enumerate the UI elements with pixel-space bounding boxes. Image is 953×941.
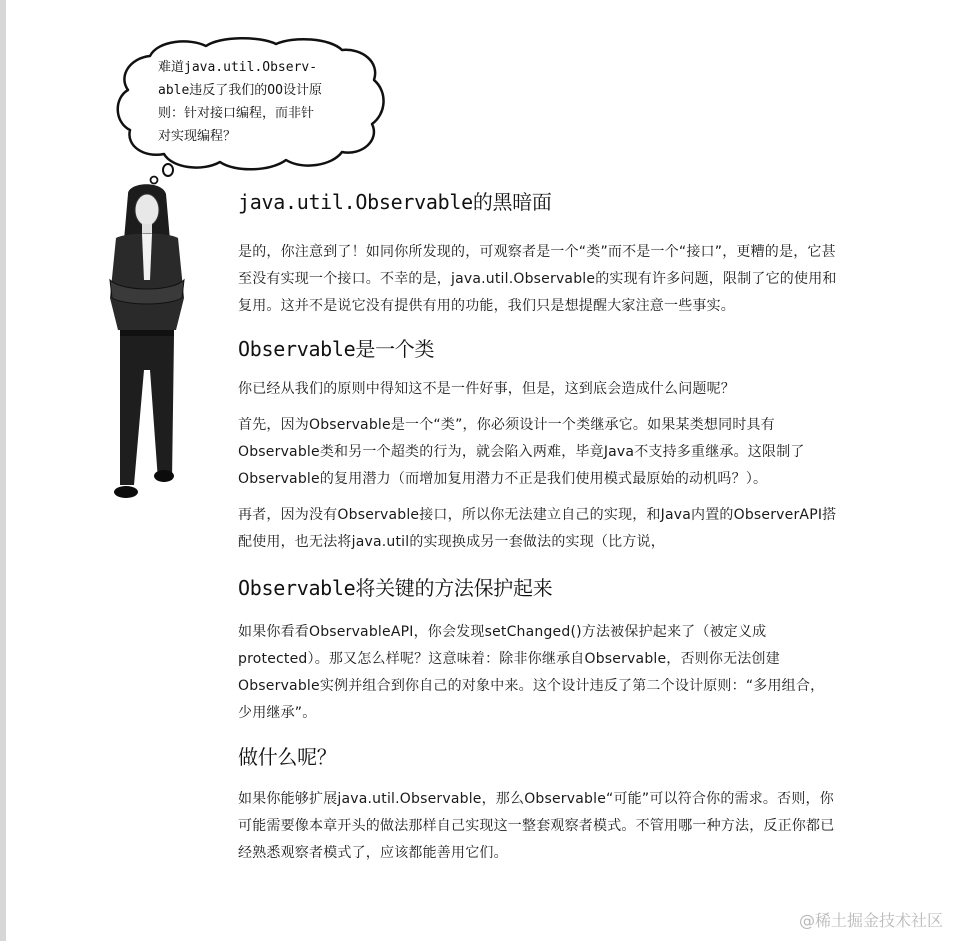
paragraph-what-to-do: 如果你能够扩展java.util.Observable，那么Observable“可能”可以符合你的需求。否则，你可能需要像本章开头的做法那样自己实现这一整套观察者模式。不管用哪一种方法，反正你都已经熟悉观察者模式了，应该都能善用它们。 bbox=[238, 791, 835, 861]
thought-bubble-text: 难道java.util.Observ- able违反了我们的OO设计原 则：针对接口编程，而非针 对实现编程？ bbox=[158, 60, 322, 144]
section-heading-dark-side: java.util.Observable的黑暗面 bbox=[238, 190, 552, 214]
paragraph-protected-methods: 如果你看看ObservableAPI，你会发现setChanged()方法被保护起来了（被定义成protected）。那又怎么样呢？这意味着：除非你继承自Observable，否则你无法创建Observable实例并组合到你自己的对象中来。这个设计违反了第二个设计原则：“多用组合，少用继承”。 bbox=[238, 624, 825, 721]
paragraph-observable-class-1: 你已经从我们的原则中得知这不是一件好事，但是，这到底会造成什么问题呢？ bbox=[238, 381, 735, 397]
paragraph-observable-class-2: 首先，因为Observable是一个“类”，你必须设计一个类继承它。如果某类想同时具有Observable类和另一个超类的行为，就会陷入两难，毕竟Java不支持多重继承。这限制了Observable的复用潜力（而增加复用潜力不正是我们使用模式最原始的动机吗？）。 bbox=[238, 417, 805, 487]
paragraph-dark-side: 是的，你注意到了！如同你所发现的，可观察者是一个“类”而不是一个“接口”，更糟的是，它甚至没有实现一个接口。不幸的是，java.util.Observable的实现有许多问题，限制了它的使用和复用。这并不是说它没有提供有用的功能，我们只是想提醒大家注意一些事实。 bbox=[238, 244, 837, 314]
section-heading-observable-class: Observable是一个类 bbox=[238, 337, 435, 361]
content-column bbox=[238, 180, 838, 867]
section-heading-what-to-do: 做什么呢？ bbox=[238, 745, 337, 769]
paragraph-observable-class-3: 再者，因为没有Observable接口，所以你无法建立自己的实现，和Java内置的ObserverAPI搭配使用，也无法将java.util的实现换成另一套做法的实现（比方说， bbox=[238, 507, 837, 550]
section-heading-protected-methods: Observable将关键的方法保护起来 bbox=[238, 576, 553, 600]
woman-figure-icon bbox=[92, 180, 202, 510]
watermark-text: @稀土掘金技术社区 bbox=[798, 911, 943, 930]
